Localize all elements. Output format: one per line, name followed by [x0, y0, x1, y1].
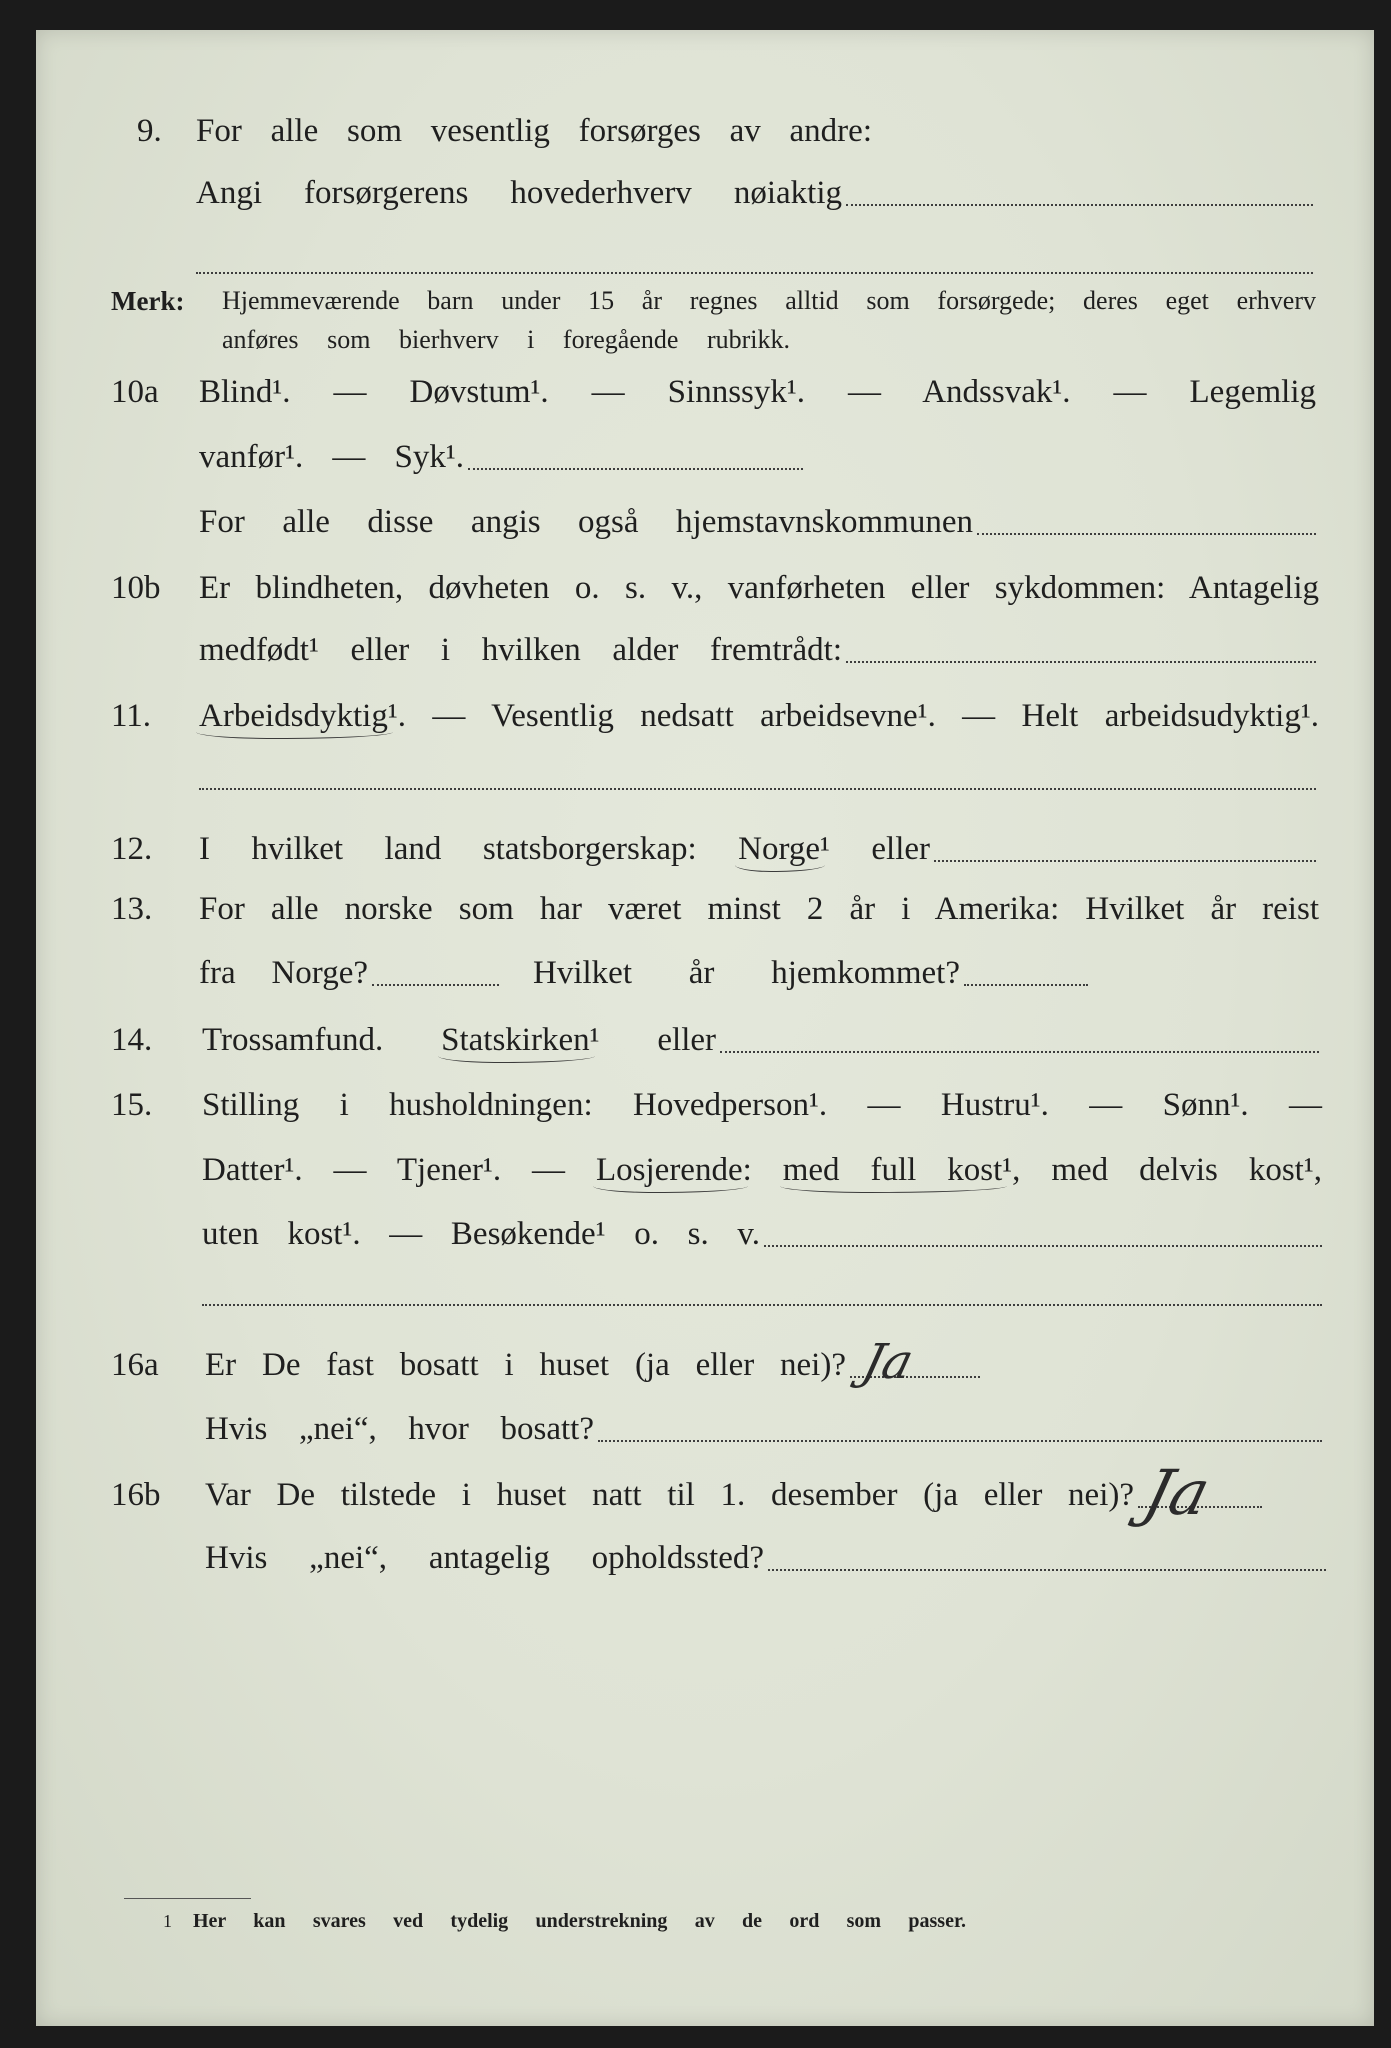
note-line-2: anføres som bierhverv i foregående rubrikk. [222, 325, 790, 354]
item-11-options-rest: ¹. — Vesentlig nedsatt arbeidsevne¹. — Helt arbeidsudyktig¹. [387, 698, 1319, 734]
item-12-number: 12. [111, 831, 153, 867]
item-12-suffix: ¹ eller [820, 831, 931, 867]
item-14-prefix: Trossamfund. [202, 1022, 384, 1058]
item-11-number: 11. [111, 698, 152, 734]
item-15-marked-option-lodger: Losjerende [596, 1152, 743, 1188]
note-label: Merk: [111, 286, 185, 316]
item-12-question [199, 829, 930, 869]
item-9-line-2: Angi forsørgerens hovederhverv nøiaktig [196, 175, 842, 211]
item-10b-line-1: Er blindheten, døvheten o. s. v., vanførheten eller sykdommen: Antagelig [199, 570, 1319, 606]
item-9-answer-line [846, 204, 1313, 206]
item-13-line-1: For alle norske som har været minst 2 år i Amerika: Hvilket år reist [199, 891, 1319, 927]
item-13-departure-answer-line [372, 984, 499, 986]
item-11-options [199, 696, 1319, 736]
item-16b-followup: Hvis „nei“, antagelig opholdssted? [205, 1540, 764, 1576]
item-10a-answer-line [468, 468, 803, 470]
item-13-departure-label: fra Norge? [199, 955, 368, 991]
item-10a-line-3: For alle disse angis også hjemstavnskommunen [199, 504, 973, 540]
item-15-number: 15. [111, 1087, 153, 1123]
item-10b-answer-line [846, 661, 1316, 663]
footnote-text: Her kan svares ved tydelig understrekning av de ord som passer. [193, 1910, 966, 1932]
note-line-1: Hjemmeværende barn under 15 år regnes alltid som forsørgede; deres eget erhverv [222, 286, 1316, 315]
item-13-number: 13. [111, 891, 153, 927]
item-16b-handwritten-answer: Ja [1137, 1456, 1218, 1529]
item-11-answer-line [199, 788, 1316, 790]
item-10a-hometown-answer-line [977, 533, 1316, 535]
item-14-marked-option: Statskirken [441, 1022, 590, 1058]
item-9-number: 9. [137, 113, 162, 149]
item-12-answer-line [934, 860, 1316, 862]
item-15-line-2 [202, 1150, 1322, 1190]
item-14-number: 14. [111, 1022, 153, 1058]
item-14-question [202, 1020, 716, 1060]
item-10a-line-2: vanfør¹. — Syk¹. [199, 439, 464, 475]
item-16a-followup-answer-line [598, 1440, 1322, 1442]
item-15-marked-option-full-board: med full kost [782, 1152, 1003, 1188]
item-11-marked-option: Arbeidsdyktig [199, 698, 388, 734]
item-12-prefix: I hvilket land statsborgerskap: [199, 831, 697, 867]
item-10b-line-2: medfødt¹ eller i hvilken alder fremtrådt: [199, 632, 842, 668]
item-16a-question: Er De fast bosatt i huset (ja eller nei)? [205, 1347, 846, 1383]
footnote-rule [124, 1898, 251, 1899]
item-15-answer-line [764, 1245, 1322, 1247]
item-13-return-label: Hvilket år hjemkommet? [533, 955, 960, 991]
item-16a-handwritten-answer: Ja [857, 1334, 919, 1390]
item-15-extra-answer-line [202, 1304, 1322, 1306]
footnote-marker: 1 [163, 1911, 172, 1931]
item-10b-number: 10b [111, 570, 161, 606]
item-12-marked-option: Norge [738, 831, 821, 867]
item-14-answer-line [720, 1051, 1319, 1053]
item-15-line-2-colon: : [742, 1152, 752, 1188]
item-10a-line-1: Blind¹. — Døvstum¹. — Sinnssyk¹. — Andssvak¹. — Legemlig [199, 374, 1316, 410]
item-9-extra-answer-line [196, 272, 1313, 274]
item-15-line-1: Stilling i husholdningen: Hovedperson¹. — Hustru¹. — Sønn¹. — [202, 1087, 1322, 1123]
item-10a-number: 10a [111, 374, 159, 410]
item-16b-followup-answer-line [768, 1569, 1326, 1571]
item-15-line-2-prefix: Datter¹. — Tjener¹. — [202, 1152, 566, 1188]
item-13-return-answer-line [964, 984, 1088, 986]
item-15-line-3: uten kost¹. — Besøkende¹ o. s. v. [202, 1216, 760, 1252]
item-16a-number: 16a [111, 1347, 159, 1383]
item-9-line-1: For alle som vesentlig forsørges av andre: [196, 113, 872, 149]
item-16a-followup: Hvis „nei“, hvor bosatt? [205, 1411, 594, 1447]
item-16b-question: Var De tilstede i huset natt til 1. desember (ja eller nei)? [205, 1477, 1134, 1513]
item-15-line-2-suffix: ¹, med delvis kost¹, [1002, 1152, 1322, 1188]
item-16b-number: 16b [111, 1477, 161, 1513]
item-14-suffix: ¹ eller [589, 1022, 717, 1058]
